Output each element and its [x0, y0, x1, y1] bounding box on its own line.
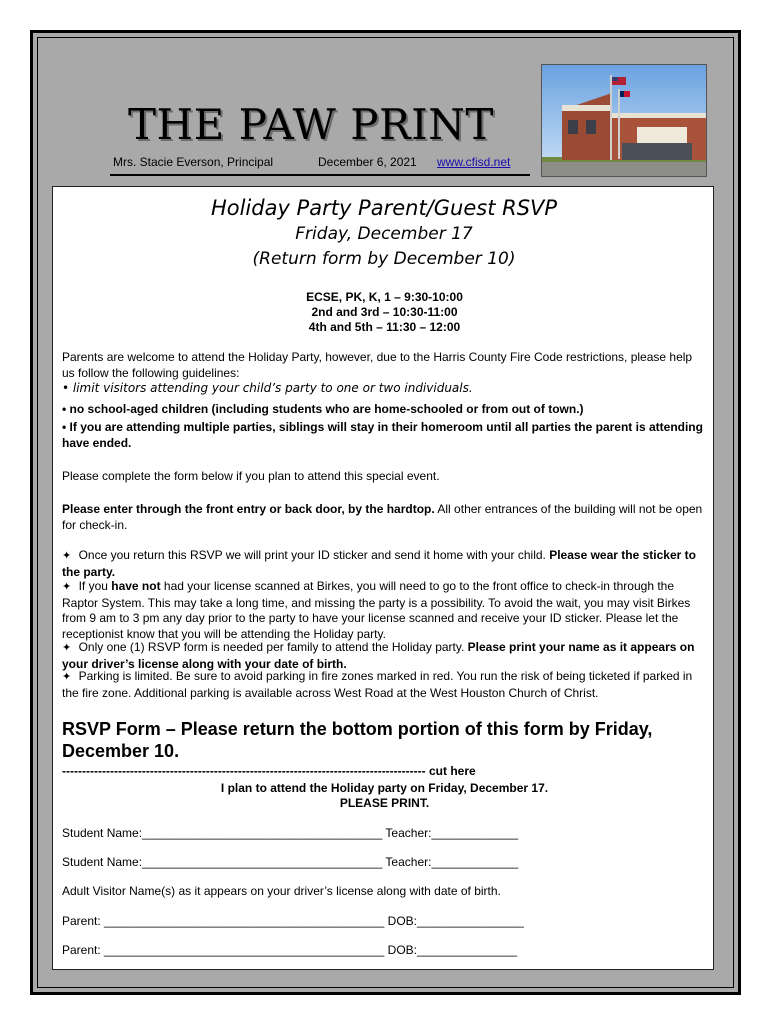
entry-instructions — [62, 502, 707, 533]
star-icon: ✦ — [62, 550, 72, 562]
note-emphasis: Please wear the sticker to the party. — [62, 548, 696, 579]
star-icon: ✦ — [62, 642, 72, 654]
cut-line — [62, 764, 707, 778]
note-text: Parking is limited. Be sure to avoid parking in fire zones marked in red. You run the risk of being ticketed if parked in the fire zone. Additional parking is available across West Road at the West Houston Church of Christ. — [62, 669, 693, 700]
please-print-line: PLEASE PRINT. — [339, 796, 430, 810]
note-text: Only one (1) RSVP form is needed per family to attend the Holiday party. — [78, 640, 468, 654]
rsvp-form-heading: RSVP Form – Please return the bottom portion of this form by Friday, December 10. — [62, 719, 653, 761]
parent-name-field[interactable]: Parent: __________________________________________ DOB:_______________ — [62, 943, 518, 957]
rsvp-subtitle-date: Friday, December 17 — [295, 224, 473, 244]
note-one-form — [62, 640, 707, 672]
note-parking — [62, 669, 707, 701]
entry-bold: Please enter through the front entry or back door, by the hardtop. — [62, 502, 435, 516]
header-divider — [110, 174, 530, 176]
adult-visitor-label: Adult Visitor Name(s) as it appears on your driver’s license along with date of birth. — [62, 884, 501, 898]
star-icon: ✦ — [62, 671, 72, 683]
note-sticker — [62, 548, 707, 580]
note-license — [62, 579, 707, 642]
rsvp-title: Holiday Party Parent/Guest RSVP — [210, 196, 558, 220]
student-name-field[interactable]: Student Name:____________________________________ Teacher:_____________ — [62, 855, 519, 869]
plan-attend-line: I plan to attend the Holiday party on Friday, December 17. — [220, 781, 549, 795]
principal-name: Mrs. Stacie Everson, Principal — [113, 155, 274, 169]
note-text: had your license scanned at Birkes, you will need to go to the front office to check-in through the Raptor System. This may take a long time, and missing the party is a possibility. To avoid the wait, you may visit Birkes from 9 am to 3 pm any day prior to the party to have your license scanned and receive your ID sticker. Please let the receptionist know that you will be attending the Holiday party. — [62, 579, 691, 641]
guideline-visitors: • limit visitors attending your child’s party to one or two individuals. — [62, 381, 473, 395]
rsvp-subtitle-return: (Return form by December 10) — [252, 249, 516, 269]
note-emphasis: Please print your name as it appears on your driver’s license along with your date of birth. — [62, 640, 695, 671]
guideline-no-children: • no school-aged children (including students who are home-schooled or from out of town.) — [62, 402, 584, 416]
entry-rest: All other entrances of the building will not be open for check-in. — [62, 502, 703, 532]
schedule-line: 2nd and 3rd – 10:30-11:00 — [311, 305, 458, 319]
complete-form-text: Please complete the form below if you plan to attend this special event. — [62, 469, 440, 483]
guideline-siblings: • If you are attending multiple parties, siblings will stay in their homeroom until all parties the parent is attending have ended. — [62, 420, 703, 450]
intro-paragraph: Parents are welcome to attend the Holiday Party, however, due to the Harris County Fire Code restrictions, please help us follow the following guidelines: — [62, 350, 693, 380]
newsletter-title: THE PAW PRINT — [128, 100, 494, 149]
schedule-block — [62, 290, 707, 335]
cut-here-label: cut here — [429, 764, 476, 778]
note-text: If you — [78, 579, 112, 593]
school-building-photo — [541, 64, 707, 177]
website-link[interactable]: www.cfisd.net — [437, 155, 511, 169]
student-name-field[interactable]: Student Name:____________________________________ Teacher:_____________ — [62, 826, 519, 840]
newsletter-date: December 6, 2021 — [318, 155, 417, 169]
star-icon: ✦ — [62, 581, 72, 593]
schedule-line: 4th and 5th – 11:30 – 12:00 — [308, 320, 461, 334]
note-emphasis: have not — [111, 579, 161, 593]
parent-name-field[interactable]: Parent: __________________________________________ DOB:________________ — [62, 914, 524, 928]
cut-dashes: ------------------------------------------------------------------------------------------- — [62, 764, 426, 778]
note-text: Once you return this RSVP we will print your ID sticker and send it home with your child. — [78, 548, 550, 562]
schedule-line: ECSE, PK, K, 1 – 9:30-10:00 — [306, 290, 463, 304]
